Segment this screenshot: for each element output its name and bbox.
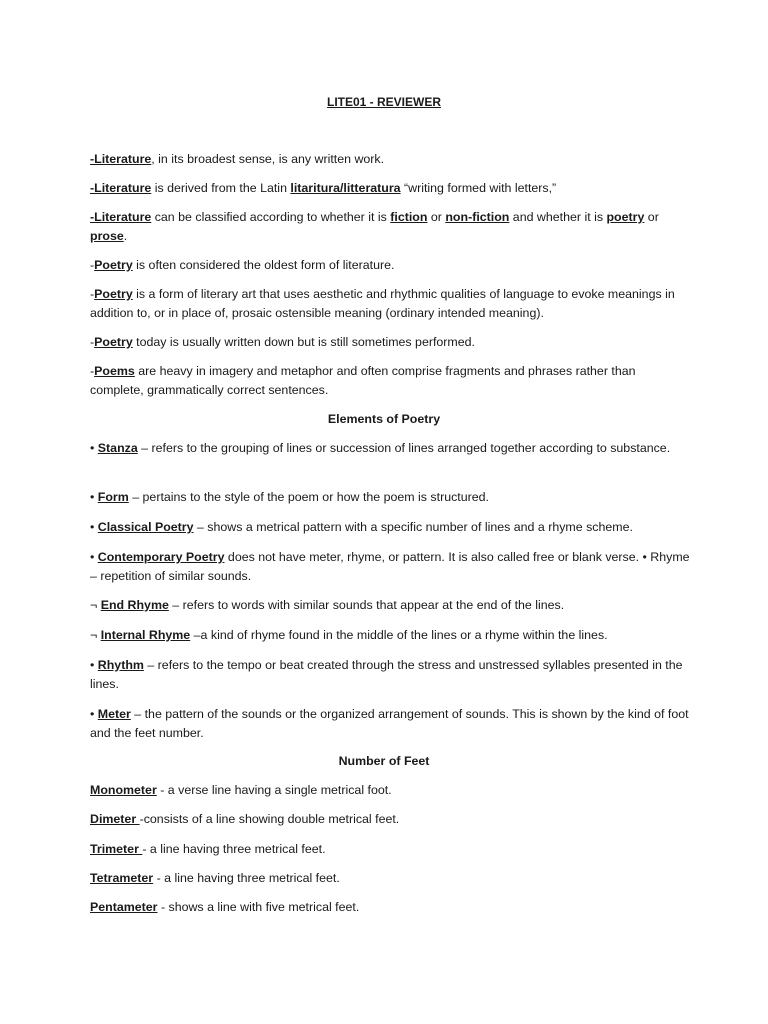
term-poems: Poems <box>94 364 135 378</box>
term-classical-poetry: Classical Poetry <box>97 520 194 534</box>
bullet-icon: • <box>90 658 98 672</box>
term-tetrameter: Tetrameter <box>90 871 154 885</box>
feet-pentameter <box>90 898 690 917</box>
term-literature: -Literature <box>90 181 152 195</box>
paragraph-poetry-2 <box>90 285 690 323</box>
feet-trimeter <box>90 840 690 859</box>
paragraph-literature-1 <box>90 150 690 169</box>
heading-number-of-feet: Number of Feet <box>338 754 430 768</box>
dash: - <box>90 364 95 378</box>
term-stanza: Stanza <box>97 441 138 455</box>
dash: - <box>90 335 95 349</box>
feet-text: -consists of a line showing double metrical feet. <box>139 812 400 826</box>
term-fiction: fiction <box>390 210 428 224</box>
term-form: Form <box>97 490 129 504</box>
feet-dimeter <box>90 810 690 829</box>
term-end-rhyme: End Rhyme <box>100 598 169 612</box>
feet-tetrameter <box>90 869 690 888</box>
paragraph-text: or <box>644 210 659 224</box>
bullet-icon: • <box>90 707 98 721</box>
element-text: – refers to the grouping of lines or succession of lines arranged together according to substance. <box>137 441 671 455</box>
element-contemporary-poetry <box>90 548 690 586</box>
not-sign-icon: ¬ <box>90 628 101 642</box>
page-title: LITE01 - REVIEWER <box>326 95 442 109</box>
term-non-fiction: non-fiction <box>445 210 510 224</box>
element-text: – the pattern of the sounds or the organized arrangement of sounds. This is shown by the kind of foot and the feet number. <box>90 707 689 740</box>
paragraph-poetry-1 <box>90 256 690 275</box>
feet-text: - a verse line having a single metrical foot. <box>156 783 392 797</box>
element-text: does not have meter, rhyme, or pattern. It is also called free or blank verse. • Rhyme – repetition of similar sounds. <box>90 550 690 583</box>
term-contemporary-poetry: Contemporary Poetry <box>97 550 225 564</box>
paragraph-text: . <box>123 229 128 243</box>
term-rhythm: Rhythm <box>97 658 144 672</box>
paragraph-text: and whether it is <box>509 210 607 224</box>
element-text: –a kind of rhyme found in the middle of the lines or a rhyme within the lines. <box>190 628 608 642</box>
term-literature: -Literature <box>90 210 152 224</box>
bullet-icon: • <box>90 490 98 504</box>
element-form <box>90 488 690 507</box>
term-dimeter: Dimeter <box>90 812 140 826</box>
paragraph-text: , in its broadest sense, is any written work. <box>151 152 385 166</box>
not-sign-icon: ¬ <box>90 598 101 612</box>
term-internal-rhyme: Internal Rhyme <box>100 628 191 642</box>
element-classical-poetry <box>90 518 690 537</box>
paragraph-text: is often considered the oldest form of literature. <box>132 258 395 272</box>
paragraph-text: is a form of literary art that uses aesthetic and rhythmic qualities of language to evoke meanings in addition to, or in place of, prosaic ostensible meaning (ordinary intended meaning). <box>90 287 675 320</box>
term-monometer: Monometer <box>90 783 157 797</box>
paragraph-poems <box>90 362 690 400</box>
term-poetry: Poetry <box>94 335 133 349</box>
term-poetry: poetry <box>606 210 645 224</box>
term-pentameter: Pentameter <box>90 900 158 914</box>
bullet-icon: • <box>90 550 98 564</box>
heading-elements-of-poetry: Elements of Poetry <box>327 412 441 426</box>
element-rhythm <box>90 656 690 694</box>
term-trimeter: Trimeter <box>90 842 143 856</box>
element-text: – pertains to the style of the poem or how the poem is structured. <box>128 490 489 504</box>
element-end-rhyme <box>90 596 690 615</box>
element-meter <box>90 705 690 743</box>
element-internal-rhyme <box>90 626 690 645</box>
element-stanza <box>90 439 690 458</box>
feet-text: - a line having three metrical feet. <box>153 871 340 885</box>
dash: - <box>90 258 95 272</box>
bullet-icon: • <box>90 520 98 534</box>
paragraph-text: are heavy in imagery and metaphor and often comprise fragments and phrases rather than complete, grammatically correct sentences. <box>90 364 636 397</box>
term-literature: -Literature <box>90 152 152 166</box>
dash: - <box>90 287 95 301</box>
paragraph-literature-3 <box>90 208 690 246</box>
term-poetry: Poetry <box>94 287 133 301</box>
paragraph-literature-2 <box>90 179 690 198</box>
term-prose: prose <box>90 229 124 243</box>
term-latin: litaritura/litteratura <box>290 181 401 195</box>
paragraph-text: or <box>427 210 446 224</box>
feet-monometer <box>90 781 690 800</box>
paragraph-text: can be classified according to whether it is <box>151 210 391 224</box>
paragraph-text: “writing formed with letters,” <box>400 181 557 195</box>
feet-text: - a line having three metrical feet. <box>142 842 326 856</box>
term-meter: Meter <box>97 707 131 721</box>
paragraph-text: is derived from the Latin <box>151 181 291 195</box>
paragraph-poetry-3 <box>90 333 690 352</box>
term-poetry: Poetry <box>94 258 133 272</box>
element-text: – shows a metrical pattern with a specific number of lines and a rhyme scheme. <box>193 520 633 534</box>
element-text: – refers to words with similar sounds that appear at the end of the lines. <box>168 598 565 612</box>
element-text: – refers to the tempo or beat created through the stress and unstressed syllables presented in the lines. <box>90 658 683 691</box>
bullet-icon: • <box>90 441 98 455</box>
feet-text: - shows a line with five metrical feet. <box>157 900 360 914</box>
paragraph-text: today is usually written down but is still sometimes performed. <box>132 335 475 349</box>
